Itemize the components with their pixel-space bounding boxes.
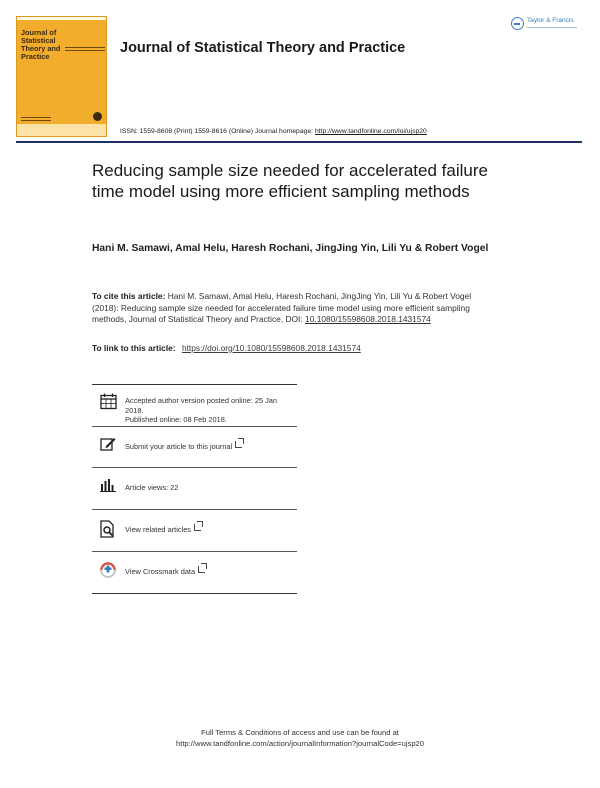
cover-edition-lines	[21, 117, 51, 123]
cover-top-band	[17, 17, 106, 20]
article-title: Reducing sample size needed for accelerated failure time model using more efficient sampling methods	[92, 161, 488, 201]
calendar-icon	[100, 393, 117, 415]
journal-title: Journal of Statistical Theory and Practice	[120, 40, 406, 56]
publisher-logo-icon	[511, 17, 524, 30]
external-link-icon	[198, 566, 205, 573]
article-doi-link[interactable]: https://doi.org/10.1080/15598608.2018.1431574	[181, 343, 361, 353]
related-articles-label: View related articles	[125, 525, 191, 534]
journal-cover-image[interactable]	[16, 16, 107, 137]
published-date: Published online: 08 Feb 2018.	[125, 415, 227, 424]
bar-chart-icon	[100, 478, 116, 497]
crossmark-label: View Crossmark data	[125, 567, 196, 576]
publisher-logo-text: Taylor & Francis	[527, 17, 574, 24]
edit-icon	[100, 436, 116, 457]
terms-footer-line: Full Terms & Conditions of access and use can be found at	[201, 728, 399, 737]
cover-title: Journal of Statistical Theory and Practice	[21, 28, 61, 61]
related-articles-link[interactable]	[125, 525, 295, 535]
cover-bottom-band	[17, 124, 106, 136]
article-info-list	[92, 384, 297, 594]
related-articles-row[interactable]	[92, 509, 297, 551]
issn-line	[120, 128, 427, 135]
citation-doi-link[interactable]: 10.1080/15598608.2018.1431574	[305, 314, 431, 324]
publication-dates-row	[92, 384, 297, 426]
citation-label: To cite this article:	[92, 291, 166, 301]
header-divider	[16, 141, 582, 143]
info-list-bottom-rule	[92, 593, 297, 594]
article-link-label: To link to this article:	[92, 343, 176, 353]
article-link-line	[92, 343, 361, 353]
publisher-logo-underline	[527, 27, 577, 28]
crossmark-row[interactable]	[92, 551, 297, 593]
crossmark-link[interactable]	[125, 567, 295, 577]
article-views-row	[92, 467, 297, 509]
cover-publisher-logo	[93, 112, 102, 121]
journal-homepage-link[interactable]: http://www.tandfonline.com/loi/ujsp20	[314, 128, 427, 135]
publisher-logo[interactable]	[511, 16, 583, 38]
publication-dates	[125, 396, 295, 425]
external-link-icon	[194, 524, 201, 531]
issn-text: ISSN: 1559-8608 (Print) 1559-8616 (Online) Journal homepage:	[120, 128, 314, 135]
citation-block	[92, 291, 472, 326]
accepted-date: Accepted author version posted online: 25 Jan 2018.	[125, 396, 278, 415]
article-authors: Hani M. Samawi, Amal Helu, Haresh Rochani, JingJing Yin, Lili Yu & Robert Vogel	[92, 243, 489, 254]
submit-article-link[interactable]	[125, 442, 295, 452]
external-link-icon	[235, 441, 242, 448]
submit-article-row[interactable]	[92, 426, 297, 467]
terms-footer-url[interactable]: http://www.tandfonline.com/action/journalInformation?journalCode=ujsp20	[175, 739, 424, 748]
article-views: Article views: 22	[125, 483, 179, 492]
document-search-icon	[100, 520, 116, 543]
terms-footer	[0, 727, 600, 749]
citation-text: Hani M. Samawi, Amal Helu, Haresh Rochani, JingJing Yin, Lili Yu & Robert Vogel (2018): Reducing sample size needed for accelerated failure time model using more efficient sampling methods, Journal of Statistical Theory and Practice, DOI:	[92, 291, 472, 324]
crossmark-icon	[100, 562, 116, 583]
submit-article-label: Submit your article to this journal	[125, 442, 233, 451]
cover-subtitle-lines	[65, 47, 105, 55]
